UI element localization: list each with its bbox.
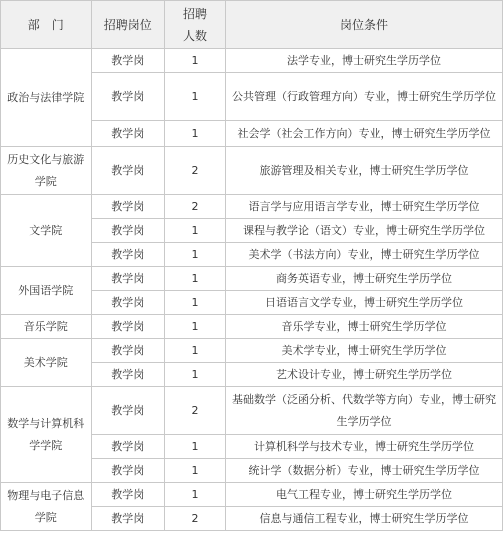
- header-department: 部 门: [1, 1, 92, 49]
- table-row: [1, 147, 503, 195]
- header-position: 招聘岗位: [91, 1, 164, 49]
- requirements-cell: 音乐学专业，博士研究生学历学位: [226, 315, 503, 339]
- requirements-cell: 法学专业，博士研究生学历学位: [226, 49, 503, 73]
- position-cell: 教学岗: [91, 219, 164, 243]
- position-cell: 教学岗: [91, 147, 164, 195]
- requirements-cell: 美术学（书法方向）专业，博士研究生学历学位: [226, 243, 503, 267]
- requirements-cell: 艺术设计专业，博士研究生学历学位: [226, 363, 503, 387]
- header-count: [164, 1, 225, 49]
- header-row: [1, 1, 503, 49]
- department-cell: 美术学院: [1, 339, 92, 387]
- table-row: [1, 339, 503, 363]
- position-cell: 教学岗: [91, 459, 164, 483]
- requirements-cell: 公共管理（行政管理方向）专业，博士研究生学历学位: [226, 73, 503, 121]
- count-cell: 2: [164, 147, 225, 195]
- position-cell: 教学岗: [91, 243, 164, 267]
- count-cell: 1: [164, 219, 225, 243]
- department-cell: 物理与电子信息学院: [1, 483, 92, 531]
- count-cell: 1: [164, 435, 225, 459]
- table-row: [1, 483, 503, 507]
- requirements-cell: 语言学与应用语言学专业，博士研究生学历学位: [226, 195, 503, 219]
- position-cell: 教学岗: [91, 49, 164, 73]
- position-cell: 教学岗: [91, 267, 164, 291]
- requirements-cell: 社会学（社会工作方向）专业，博士研究生学历学位: [226, 121, 503, 147]
- position-cell: 教学岗: [91, 73, 164, 121]
- position-cell: 教学岗: [91, 121, 164, 147]
- department-cell: 历史文化与旅游学院: [1, 147, 92, 195]
- position-cell: 教学岗: [91, 435, 164, 459]
- count-cell: 2: [164, 195, 225, 219]
- requirements-cell: 旅游管理及相关专业，博士研究生学历学位: [226, 147, 503, 195]
- count-cell: 1: [164, 243, 225, 267]
- requirements-cell: 日语语言文学专业，博士研究生学历学位: [226, 291, 503, 315]
- count-cell: 1: [164, 483, 225, 507]
- count-cell: 1: [164, 363, 225, 387]
- count-cell: 1: [164, 315, 225, 339]
- position-cell: 教学岗: [91, 195, 164, 219]
- requirements-cell: 商务英语专业，博士研究生学历学位: [226, 267, 503, 291]
- table-row: [1, 267, 503, 291]
- position-cell: 教学岗: [91, 387, 164, 435]
- count-cell: 1: [164, 121, 225, 147]
- department-cell: 音乐学院: [1, 315, 92, 339]
- header-count-line2: 人数: [182, 28, 207, 43]
- position-cell: 教学岗: [91, 291, 164, 315]
- table-row: [1, 315, 503, 339]
- requirements-cell: 基础数学（泛函分析、代数学等方向）专业，博士研究生学历学位: [226, 387, 503, 435]
- department-cell: 文学院: [1, 195, 92, 267]
- table-row: [1, 195, 503, 219]
- position-cell: 教学岗: [91, 363, 164, 387]
- table-row: [1, 387, 503, 435]
- header-count-line1: 招聘: [182, 6, 207, 21]
- count-cell: 1: [164, 459, 225, 483]
- requirements-cell: 课程与教学论（语文）专业，博士研究生学历学位: [226, 219, 503, 243]
- requirements-cell: 信息与通信工程专业，博士研究生学历学位: [226, 507, 503, 531]
- count-cell: 1: [164, 339, 225, 363]
- department-cell: 数学与计算机科学学院: [1, 387, 92, 483]
- department-cell: 政治与法律学院: [1, 49, 92, 147]
- requirements-cell: 美术学专业，博士研究生学历学位: [226, 339, 503, 363]
- table-body: [1, 49, 503, 531]
- department-cell: 外国语学院: [1, 267, 92, 315]
- count-cell: 1: [164, 267, 225, 291]
- position-cell: 教学岗: [91, 339, 164, 363]
- table-row: [1, 49, 503, 73]
- requirements-cell: 计算机科学与技术专业，博士研究生学历学位: [226, 435, 503, 459]
- requirements-cell: 统计学（数据分析）专业，博士研究生学历学位: [226, 459, 503, 483]
- position-cell: 教学岗: [91, 315, 164, 339]
- position-cell: 教学岗: [91, 483, 164, 507]
- count-cell: 1: [164, 49, 225, 73]
- count-cell: 1: [164, 73, 225, 121]
- count-cell: 1: [164, 291, 225, 315]
- position-cell: 教学岗: [91, 507, 164, 531]
- requirements-cell: 电气工程专业，博士研究生学历学位: [226, 483, 503, 507]
- count-cell: 2: [164, 507, 225, 531]
- count-cell: 2: [164, 387, 225, 435]
- header-requirements: 岗位条件: [226, 1, 503, 49]
